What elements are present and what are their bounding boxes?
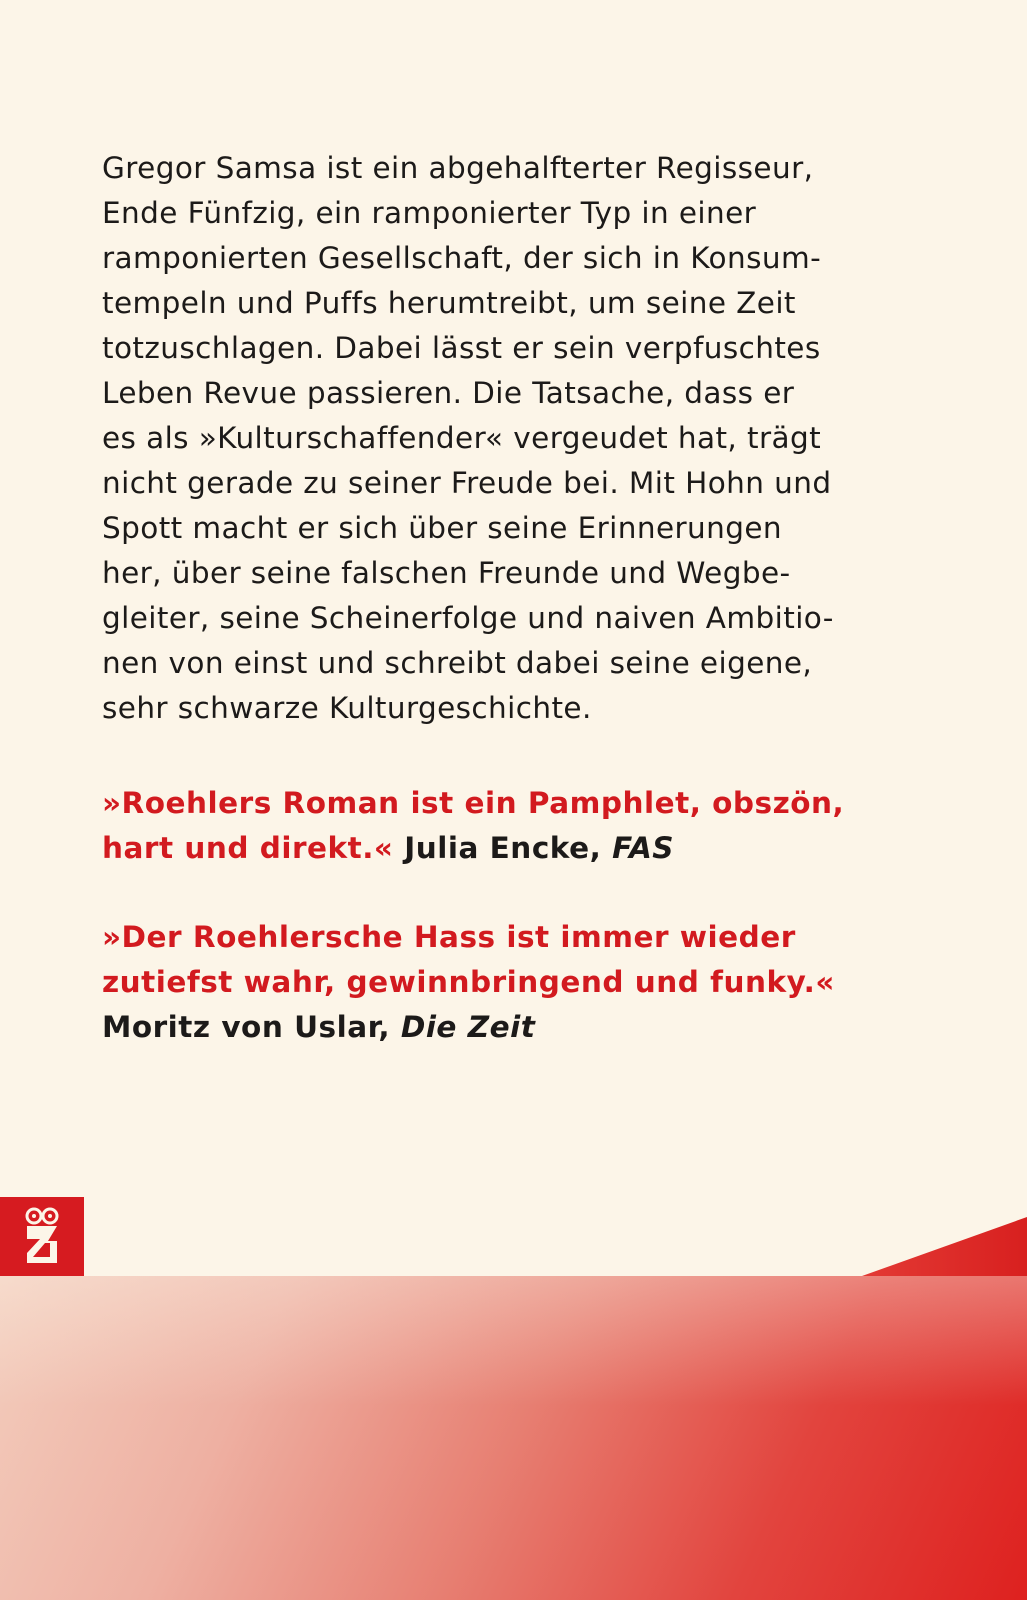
review-attribution <box>102 1005 942 1050</box>
blurb-line: sehr schwarze Kulturgeschichte. <box>102 691 592 725</box>
review-quote-line: »Roehlers Roman ist ein Pamphlet, obszön, <box>102 786 845 820</box>
blurb-line: Leben Revue passieren. Die Tatsache, dass er <box>102 376 795 410</box>
blurb-text <box>102 146 922 731</box>
review-quote-line <box>102 826 942 871</box>
blurb-line: totzuschlagen. Dabei lässt er sein verpfuschtes <box>102 331 821 365</box>
red-gradient-ground <box>0 1276 1027 1600</box>
blurb-line: gleiter, seine Scheinerfolge und naiven Ambitio- <box>102 601 834 635</box>
review-source: Die Zeit <box>400 1010 536 1044</box>
blurb-line: her, über seine falschen Freunde und Wegbe- <box>102 556 791 590</box>
review-author: Julia Encke, <box>404 831 602 865</box>
blurb-line: nicht gerade zu seiner Freude bei. Mit Hohn und <box>102 466 832 500</box>
review-quote-text: hart und direkt.« <box>102 831 394 865</box>
blurb-line: Ende Fünfzig, ein ramponierter Typ in einer <box>102 196 757 230</box>
review-quote-2 <box>102 915 942 1050</box>
owl-logo-icon <box>0 1197 84 1276</box>
blurb-line: nen von einst und schreibt dabei seine eigene, <box>102 646 813 680</box>
review-author: Moritz von Uslar, <box>102 1010 391 1044</box>
review-quote-line: »Der Roehlersche Hass ist immer wieder <box>102 920 796 954</box>
blurb-line: ramponierten Gesellschaft, der sich in Konsum- <box>102 241 822 275</box>
review-quote-line: zutiefst wahr, gewinnbringend und funky.« <box>102 965 835 999</box>
review-quote-1 <box>102 781 942 871</box>
blurb-line: Spott macht er sich über seine Erinnerungen <box>102 511 783 545</box>
review-source: FAS <box>612 831 675 865</box>
blurb-line: tempeln und Puffs herumtreibt, um seine Zeit <box>102 286 796 320</box>
blurb-line: es als »Kulturschaffender« vergeudet hat, trägt <box>102 421 822 455</box>
blurb-line: Gregor Samsa ist ein abgehalfterter Regisseur, <box>102 151 814 185</box>
